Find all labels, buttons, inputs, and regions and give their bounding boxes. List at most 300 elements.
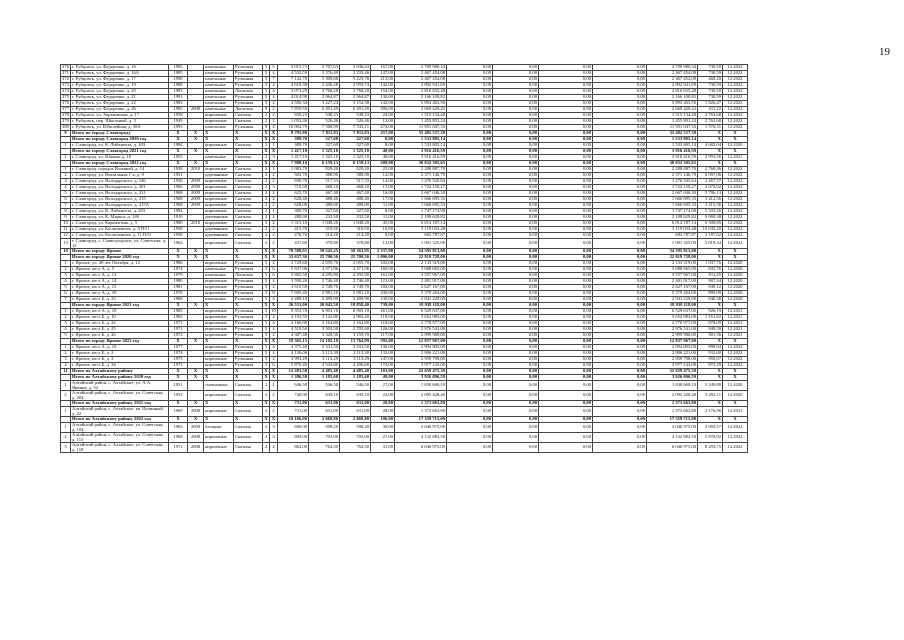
table-cell: 0,00 bbox=[493, 215, 539, 221]
table-cell: г. Яровое, кв-л А, д. 10 bbox=[71, 345, 169, 351]
table-cell: 0,00 bbox=[593, 155, 647, 161]
table-cell: 374 bbox=[62, 88, 69, 94]
table-cell: 1968 bbox=[169, 297, 188, 303]
table-cell: 6 bbox=[61, 291, 71, 297]
table-cell: 2 bbox=[263, 167, 270, 173]
table-cell: 2 bbox=[263, 433, 270, 443]
table-cell: 1985 bbox=[169, 65, 188, 71]
table-cell: Скатная bbox=[234, 209, 263, 215]
table-cell: кирпичные bbox=[204, 261, 234, 267]
table-cell: 0,00 bbox=[447, 233, 493, 239]
table-cell: 0,00 bbox=[593, 423, 647, 433]
table-cell: 1 bbox=[270, 209, 278, 215]
table-cell: X bbox=[264, 400, 268, 406]
table-cell: 3 bbox=[270, 167, 278, 173]
table-cell: 0,00 bbox=[447, 107, 493, 113]
table-cell: Логковая bbox=[234, 89, 263, 95]
table-cell: 2 994 805,00 bbox=[395, 345, 447, 351]
table-cell: 2 bbox=[263, 423, 270, 433]
table-cell: 2 709 980,34 bbox=[395, 65, 447, 71]
table-cell: 4 543,80 bbox=[309, 363, 340, 369]
table-cell: 0,00 bbox=[539, 309, 593, 315]
table-cell: г. Яровое, кв-л А, д. 39 bbox=[71, 291, 169, 297]
table-cell: 0,00 bbox=[539, 167, 593, 173]
table-cell: 8 bbox=[61, 209, 71, 215]
table-cell: 12.2022 bbox=[723, 357, 748, 363]
table-cell: 9 353,70 bbox=[278, 309, 309, 315]
table-cell: 28,00 bbox=[371, 407, 395, 417]
table-cell: 5 894 463,50 bbox=[647, 101, 698, 107]
table-cell: 0,00 bbox=[493, 333, 539, 339]
table-cell: 0,00 bbox=[447, 433, 493, 443]
table-cell: 0,00 bbox=[493, 273, 539, 279]
table-cell: 703,00 bbox=[340, 433, 371, 443]
table-cell: 12 837 967,00 bbox=[647, 339, 698, 345]
table-cell: 467,40 bbox=[340, 191, 371, 197]
table-cell: 0,00 bbox=[593, 417, 647, 423]
table-cell: 0,00 bbox=[539, 161, 593, 167]
table-cell: 138,00 bbox=[371, 345, 395, 351]
table-cell: Скатная bbox=[234, 423, 263, 433]
table-cell: 4 485,40 bbox=[309, 369, 340, 375]
table-cell: 5 bbox=[263, 315, 270, 321]
table-cell: 1 bbox=[61, 155, 71, 161]
table-cell: 0,00 bbox=[539, 423, 593, 433]
table-cell: 0,00 bbox=[539, 191, 593, 197]
table-cell: 468,20 bbox=[698, 77, 723, 83]
table-cell: 739,00 bbox=[371, 303, 395, 309]
table-cell: 526,46 bbox=[340, 119, 371, 125]
table-cell: 31,00 bbox=[371, 443, 395, 453]
table-cell: 2 bbox=[270, 197, 278, 203]
table-cell: 0,00 bbox=[539, 279, 593, 285]
table-cell: 0,00 bbox=[539, 83, 593, 89]
table-cell: 0,00 bbox=[447, 279, 493, 285]
table-row bbox=[61, 433, 748, 443]
table-cell: г. Славгород, ул. Космонавтов, д. 9 П/О bbox=[71, 227, 169, 233]
table-cell: 2 bbox=[263, 239, 270, 249]
table-cell: 0,00 bbox=[539, 143, 593, 149]
table-cell: 631,00 bbox=[340, 407, 371, 417]
table-cell: X bbox=[723, 131, 748, 137]
table-cell: 437,60 bbox=[278, 239, 309, 249]
table-cell: 5 bbox=[263, 273, 270, 279]
table-cell: 730,59 bbox=[698, 65, 723, 71]
table-cell: 0,00 bbox=[493, 113, 539, 119]
table-cell: кирпичные bbox=[204, 203, 234, 209]
table-cell: 2 288 887,70 bbox=[647, 167, 698, 173]
table-cell: Скатная bbox=[234, 239, 263, 249]
table-cell: 5 379 264,00 bbox=[395, 291, 447, 297]
table-cell: 0,00 bbox=[593, 191, 647, 197]
table-cell: 396,00 bbox=[371, 107, 395, 113]
table-cell bbox=[188, 381, 204, 391]
table-cell: г. Славгород, ул. Володарского, д. 201 bbox=[71, 185, 169, 191]
table-cell: 5 bbox=[263, 333, 270, 339]
table-cell: 5 865,50 bbox=[278, 273, 309, 279]
table-cell: 3 916 416,59 bbox=[647, 149, 698, 155]
table-cell: 379 bbox=[62, 118, 69, 124]
table-cell: 1983 bbox=[169, 423, 188, 433]
table-cell: 4 bbox=[270, 357, 278, 363]
table-cell: 0,00 bbox=[447, 89, 493, 95]
table-cell: 0,00 bbox=[493, 401, 539, 407]
table-cell: 0,00 bbox=[493, 297, 539, 303]
table-cell: 5 073,29 bbox=[278, 89, 309, 95]
table-cell: 2 bbox=[263, 119, 270, 125]
table-cell: 6 814 187,14 bbox=[647, 221, 698, 227]
table-cell: 2 941 229,00 bbox=[647, 297, 698, 303]
table-cell: 0,00 bbox=[447, 113, 493, 119]
table-cell: 1990 bbox=[169, 77, 188, 83]
table-cell: 0,00 bbox=[539, 137, 593, 143]
table-cell: 829,20 bbox=[340, 167, 371, 173]
table-cell: Рулонная bbox=[234, 71, 263, 77]
table-cell: 5 bbox=[263, 345, 270, 351]
table-cell: 3 119 033,48 bbox=[395, 227, 447, 233]
table-cell: 0,00 bbox=[593, 161, 647, 167]
table-cell: X bbox=[264, 136, 268, 142]
table-cell: 0,00 bbox=[539, 113, 593, 119]
table-cell: 4 bbox=[270, 285, 278, 291]
table-cell: 0,00 bbox=[593, 101, 647, 107]
table-cell: 1958 bbox=[169, 233, 188, 239]
table-cell: 3 349,80 bbox=[698, 381, 723, 391]
table-cell: 1971 bbox=[169, 321, 188, 327]
table-cell: 2 bbox=[263, 209, 270, 215]
table-cell: г. Рубцовск, ул. Федоренко, д. 26 bbox=[71, 107, 169, 113]
table-cell: 0,00 bbox=[539, 375, 593, 381]
table-cell: 372 bbox=[62, 76, 69, 82]
table-cell: 0,00 bbox=[539, 433, 593, 443]
table-cell: X bbox=[698, 369, 723, 375]
table-cell: 12.2022 bbox=[723, 65, 748, 71]
table-cell: 3 977 143,00 bbox=[647, 363, 698, 369]
table-cell: 2 763,68 bbox=[698, 119, 723, 125]
table-cell: 0,00 bbox=[593, 255, 647, 261]
table-cell: 0,00 bbox=[447, 273, 493, 279]
table-cell: панельные bbox=[204, 155, 234, 161]
table-cell: 5 981,10 bbox=[309, 291, 340, 297]
table-cell: 0,00 bbox=[493, 83, 539, 89]
table-cell: Скатная bbox=[234, 215, 263, 221]
table-cell: 2 810 655,48 bbox=[647, 89, 698, 95]
table-cell: кирпичные bbox=[204, 191, 234, 197]
table-cell: г. Рубцовск, ул. Федоренко, д. 16А bbox=[71, 71, 169, 77]
table-cell: 24,00 bbox=[371, 113, 395, 119]
table-cell: г. Славгород, ул. Володарского, д. 215 bbox=[71, 197, 169, 203]
table-cell: 3 113,30 bbox=[340, 351, 371, 357]
table-cell: 12.2020 bbox=[723, 267, 748, 273]
table-cell: 18 938 118,00 bbox=[395, 303, 447, 309]
table-cell: 3 503,50 bbox=[309, 327, 340, 333]
table-cell: 3 636,63 bbox=[340, 65, 371, 71]
table-cell: 764,30 bbox=[340, 443, 371, 453]
table-cell: Скатная bbox=[234, 113, 263, 119]
table-cell: г. Рубцовск, ул. Федоренко, д. 19 bbox=[71, 83, 169, 89]
table-cell: 0,00 bbox=[593, 233, 647, 239]
table-cell: 1 515 134,48 bbox=[395, 113, 447, 119]
table-cell: 12.2020 bbox=[723, 143, 748, 149]
table-cell: 12.2022 bbox=[723, 227, 748, 233]
table-cell: 3 bbox=[61, 179, 71, 185]
table-cell: 1939 bbox=[169, 167, 188, 173]
table-cell: 7 bbox=[61, 297, 71, 303]
table-cell: 6 491,49 bbox=[340, 107, 371, 113]
table-cell: 1977 bbox=[169, 345, 188, 351]
table-cell: 0,00 bbox=[593, 131, 647, 137]
table-cell: 214,20 bbox=[309, 233, 340, 239]
table-cell: 8,00 bbox=[371, 137, 395, 143]
table-cell: 0,00 bbox=[447, 155, 493, 161]
table-cell: 2 055,70 bbox=[309, 261, 340, 267]
table-cell: 6 bbox=[270, 363, 278, 369]
table-cell: 3 499,90 bbox=[309, 297, 340, 303]
table-cell: 6 814 187,14 bbox=[395, 221, 447, 227]
table-cell: 0,00 bbox=[539, 357, 593, 363]
table-cell: 2008 bbox=[188, 433, 204, 443]
table-cell: 1966 bbox=[169, 185, 188, 191]
table-cell: X bbox=[270, 303, 278, 309]
table-cell: 2 bbox=[270, 443, 278, 453]
table-cell: 35 482 537,38 bbox=[647, 131, 698, 137]
table-cell: кирпичные bbox=[204, 179, 234, 185]
table-cell: X bbox=[723, 137, 748, 143]
table-cell: 2 055,70 bbox=[340, 261, 371, 267]
table-cell: 130,00 bbox=[371, 95, 395, 101]
table-cell: 0,00 bbox=[493, 179, 539, 185]
table-cell: Итого по Алтайскому району bbox=[71, 369, 169, 375]
table-cell: панельные bbox=[204, 125, 234, 131]
table-cell: 3 652 983,00 bbox=[395, 315, 447, 321]
table-cell: панельные bbox=[204, 65, 234, 71]
table-row bbox=[61, 381, 748, 391]
table-cell: 0,00 bbox=[493, 261, 539, 267]
table-cell: 2 955,56 bbox=[698, 155, 723, 161]
table-cell: 3 113,29 bbox=[309, 357, 340, 363]
table-cell: кирпичные bbox=[204, 321, 234, 327]
table-cell: X bbox=[723, 303, 748, 309]
table-cell: 2 749,70 bbox=[309, 285, 340, 291]
table-cell: 119,00 bbox=[371, 315, 395, 321]
table-cell: 932,60 bbox=[698, 351, 723, 357]
table-cell: Скатная bbox=[234, 203, 263, 209]
table-cell: 1931 bbox=[169, 173, 188, 179]
table-cell: 0,00 bbox=[493, 131, 539, 137]
table-cell: 3 bbox=[270, 155, 278, 161]
table-cell: 18 858,40 bbox=[340, 303, 371, 309]
table-cell: 1949 bbox=[169, 119, 188, 125]
table-cell: 5 bbox=[263, 83, 270, 89]
table-cell: 2 bbox=[263, 215, 270, 221]
table-cell: 2 bbox=[263, 443, 270, 453]
table-cell: кирпичные bbox=[204, 443, 234, 453]
table-cell: 0,00 bbox=[539, 261, 593, 267]
table-cell: кирпичные bbox=[204, 327, 234, 333]
table-cell: 6 903,10 bbox=[309, 309, 340, 315]
table-cell: 0,00 bbox=[493, 185, 539, 191]
table-cell: кирпичные bbox=[204, 433, 234, 443]
table-cell: кирпичные bbox=[204, 209, 234, 215]
table-cell: 1 006,00 bbox=[371, 255, 395, 261]
table-cell: 7 859,59 bbox=[278, 107, 309, 113]
table-cell: X bbox=[188, 249, 204, 255]
table-cell: 30,00 bbox=[371, 423, 395, 433]
table-cell: 2 bbox=[263, 227, 270, 233]
table-cell: Скатная bbox=[234, 433, 263, 443]
table-cell: г. Славгород, ул. К. Маркса, д. 149 bbox=[71, 215, 169, 221]
table-cell: 1974 bbox=[169, 267, 188, 273]
table-cell: X bbox=[188, 137, 204, 143]
table-cell: 764,30 bbox=[309, 443, 340, 453]
table-cell: 1 185,60 bbox=[340, 375, 371, 381]
table-cell: 3 652 983,00 bbox=[647, 315, 698, 321]
table-cell: кирпичные bbox=[204, 113, 234, 119]
table-cell: 1 bbox=[61, 143, 71, 149]
table-cell: 2 bbox=[270, 179, 278, 185]
table-cell: 0,00 bbox=[493, 191, 539, 197]
table-cell: 730,59 bbox=[698, 71, 723, 77]
table-cell: г. Яровое, кв-л А, д. 14 bbox=[71, 279, 169, 285]
table-cell: 7 811,83 bbox=[340, 131, 371, 137]
table-cell: 0,00 bbox=[447, 83, 493, 89]
table-cell: 0,00 bbox=[447, 161, 493, 167]
table-cell: 811,45 bbox=[698, 273, 723, 279]
table-cell: 3 926 096,59 bbox=[647, 375, 698, 381]
table-cell: 0,00 bbox=[593, 315, 647, 321]
table-cell: 1972 bbox=[169, 333, 188, 339]
table-cell: X bbox=[723, 255, 748, 261]
table-cell: 133,00 bbox=[371, 351, 395, 357]
table-cell: 0,00 bbox=[447, 345, 493, 351]
table-cell: 5 bbox=[263, 77, 270, 83]
table-cell: 2 669 429,42 bbox=[647, 107, 698, 113]
table-cell: 1 315,10 bbox=[278, 221, 309, 227]
table-cell: 0,00 bbox=[593, 173, 647, 179]
table-cell: 0,00 bbox=[593, 297, 647, 303]
table-cell: 0,00 bbox=[447, 143, 493, 149]
table-cell: 1 325,10 bbox=[309, 149, 340, 155]
table-cell: 690,00 bbox=[278, 423, 309, 433]
table-cell: 467,40 bbox=[309, 191, 340, 197]
table-cell: 3 688 665,00 bbox=[395, 267, 447, 273]
table-cell: Рулонная bbox=[234, 83, 263, 89]
table-cell: 1 185,60 bbox=[309, 375, 340, 381]
table-cell: 2 709 980,34 bbox=[647, 65, 698, 71]
table-cell: 2008 bbox=[188, 443, 204, 453]
table-cell: X bbox=[188, 149, 204, 155]
table-cell: 1 083,70 bbox=[278, 167, 309, 173]
table-cell: 0,00 bbox=[539, 155, 593, 161]
table-cell: 12.2022 bbox=[723, 197, 748, 203]
table-cell: 0,00 bbox=[593, 285, 647, 291]
table-cell: X bbox=[169, 131, 188, 137]
table-cell: 9 bbox=[61, 215, 71, 221]
table-cell: Рулонная bbox=[234, 101, 263, 107]
table-cell: кирпичные bbox=[204, 143, 234, 149]
table-cell: 3 557 967,00 bbox=[395, 273, 447, 279]
table-cell: 2 976 541,00 bbox=[395, 327, 447, 333]
table-cell: 5 bbox=[61, 191, 71, 197]
table-cell: 327,60 bbox=[309, 209, 340, 215]
table-cell: 4 295,80 bbox=[340, 273, 371, 279]
table-cell: 371 bbox=[62, 70, 69, 76]
table-cell: Скатная bbox=[234, 185, 263, 191]
table-cell: 926,19 bbox=[698, 309, 723, 315]
table-cell: 2 627 167,00 bbox=[647, 285, 698, 291]
table-cell: 1976 bbox=[169, 291, 188, 297]
table-cell: 3 768,28 bbox=[309, 89, 340, 95]
table-cell: 1993 bbox=[169, 125, 188, 131]
table-cell: 592,00 bbox=[371, 339, 395, 345]
table-cell: 0,00 bbox=[447, 351, 493, 357]
table-cell: 1 161,82 bbox=[698, 315, 723, 321]
table-cell: 22 659 475,39 bbox=[395, 369, 447, 375]
table-cell: 2 667 046,30 bbox=[395, 191, 447, 197]
table-cell: Итого по Алтайскому району 2022 год bbox=[71, 417, 169, 423]
table-cell: г. Яровое, кв-л Б, д. 24 bbox=[71, 321, 169, 327]
table-cell: 0,00 bbox=[539, 95, 593, 101]
table-cell: 0,00 bbox=[493, 433, 539, 443]
table-cell: X bbox=[204, 149, 234, 155]
table-cell: 0,00 bbox=[493, 327, 539, 333]
table-row bbox=[61, 443, 748, 453]
table-cell: 6 529 637,00 bbox=[395, 309, 447, 315]
table-cell: г. Яровое, кв-л А, д. 12 bbox=[71, 273, 169, 279]
table-cell: деревянные bbox=[204, 215, 234, 221]
table-cell: X bbox=[234, 161, 263, 167]
table-cell: 327,60 bbox=[309, 143, 340, 149]
table-cell: 12.2022 bbox=[723, 433, 748, 443]
table-cell: 5 bbox=[263, 363, 270, 369]
table-cell: 0,00 bbox=[539, 255, 593, 261]
table-cell: 3 227,24 bbox=[309, 101, 340, 107]
table-cell: 548,23 bbox=[340, 113, 371, 119]
table-cell: X bbox=[234, 149, 263, 155]
table-cell: г. Славгород, ул. Карамзгина, д. 5 bbox=[71, 221, 169, 227]
table-cell: г. Яровое, кв-л А, д. 18 bbox=[71, 309, 169, 315]
table-cell: 0,00 bbox=[539, 315, 593, 321]
table-cell: 2 746,40 bbox=[340, 279, 371, 285]
table-cell: 276,70 bbox=[278, 233, 309, 239]
table-cell: 12.2022 bbox=[723, 113, 748, 119]
table-cell: 2 467 454,08 bbox=[647, 71, 698, 77]
table-cell: 0,00 bbox=[593, 267, 647, 273]
table-cell: 0,00 bbox=[539, 333, 593, 339]
table-cell: 0,00 bbox=[493, 285, 539, 291]
table-cell: 4 295,80 bbox=[309, 273, 340, 279]
table-cell: 8,00 bbox=[371, 143, 395, 149]
table-cell: X bbox=[188, 401, 204, 407]
table-cell: 18 938 118,00 bbox=[647, 303, 698, 309]
table-cell: 0,00 bbox=[493, 95, 539, 101]
table-cell: 2 976 541,00 bbox=[647, 327, 698, 333]
table-cell: 378,80 bbox=[309, 239, 340, 249]
table-cell: 4 bbox=[270, 125, 278, 131]
table-cell: Итого по Алтайскому району 2020 год bbox=[71, 375, 169, 381]
table-cell: г. Рубцовск, пер. Школьный, д. 3 bbox=[71, 119, 169, 125]
table-cell: 280,90 bbox=[278, 215, 309, 221]
table-cell: 0,00 bbox=[593, 309, 647, 315]
table-cell: 3 590,20 bbox=[278, 279, 309, 285]
table-cell: 17,00 bbox=[371, 197, 395, 203]
table-cell: 2 959 798,00 bbox=[647, 357, 698, 363]
table-cell: 2 467 454,08 bbox=[395, 71, 447, 77]
table-cell: 5 bbox=[263, 89, 270, 95]
table-cell: кирпичные bbox=[204, 167, 234, 173]
table-cell: 2 892 941,69 bbox=[395, 83, 447, 89]
table-cell: 0,00 bbox=[447, 327, 493, 333]
